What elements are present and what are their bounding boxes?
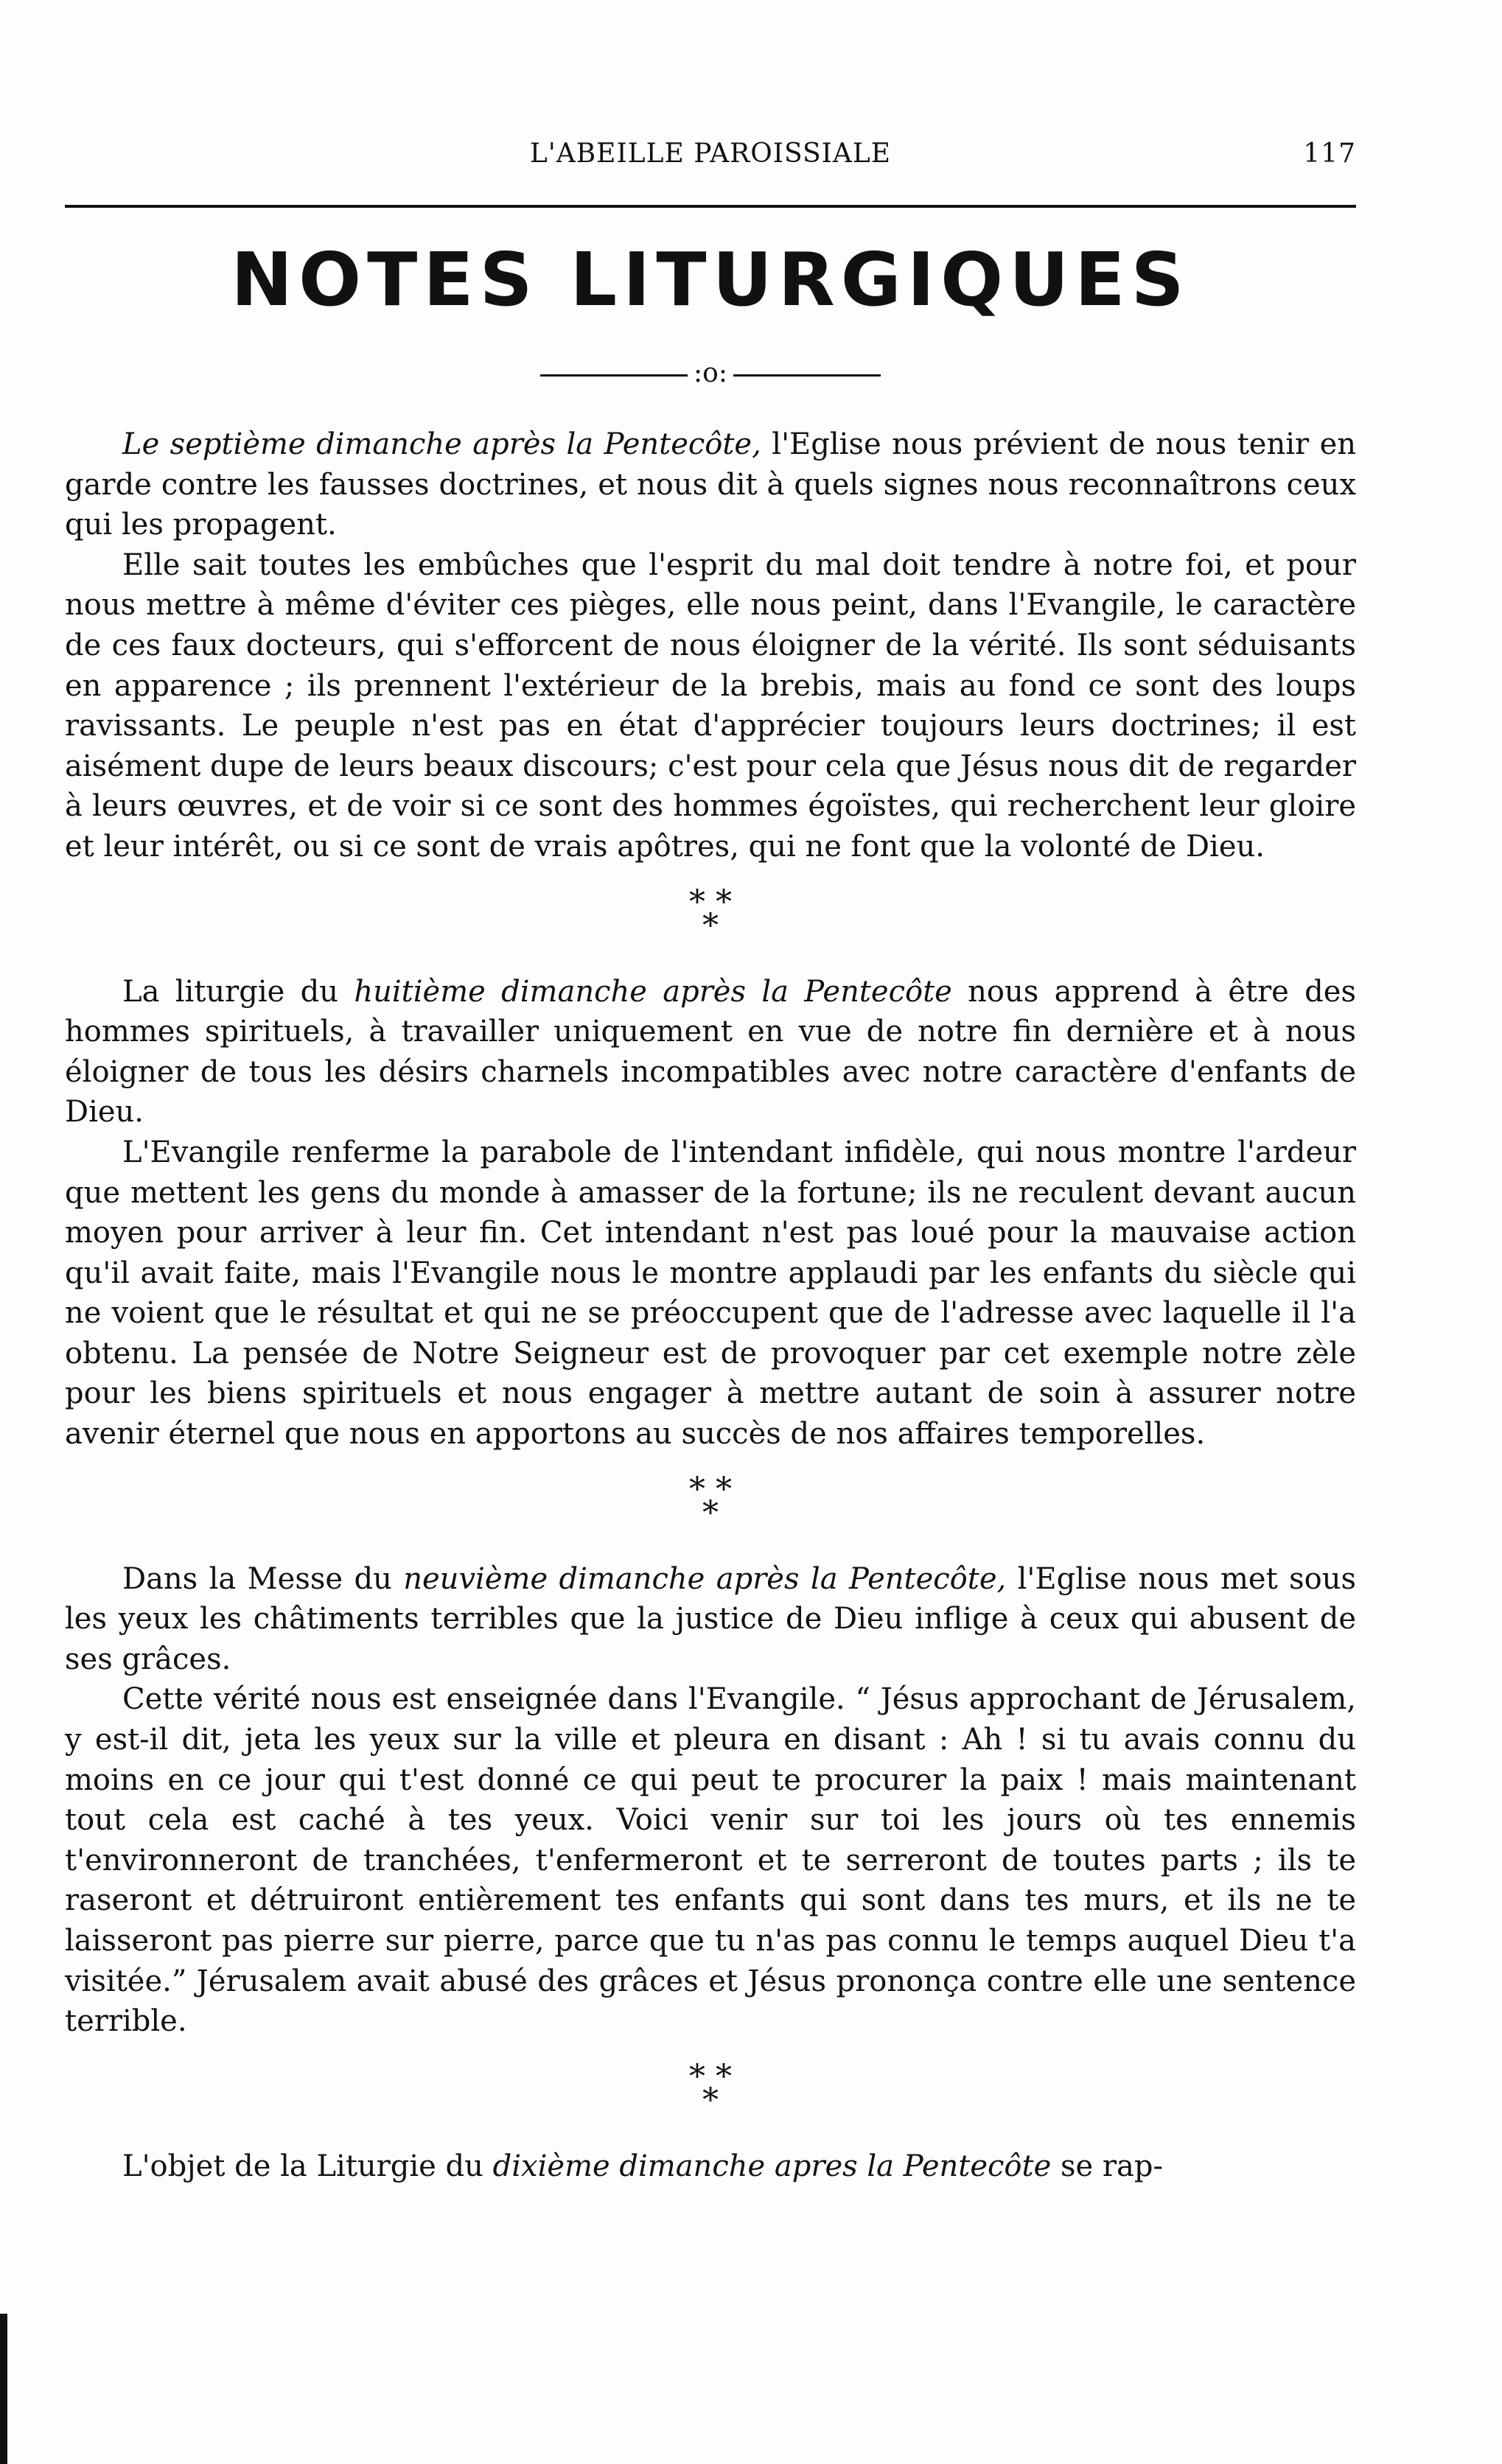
paragraph-text: se rap- [1051,2149,1163,2183]
running-title: L'ABEILLE PAROISSIALE [529,139,892,169]
section-separator [65,2057,1356,2119]
separator-star: * [716,883,732,921]
italic-lead: Le septième dimanche après la Pentecôte, [122,427,761,461]
paragraph-pre: La liturgie du [122,974,354,1009]
header-rule [65,205,1356,208]
separator-star: * [716,1470,732,1508]
scan-edge-mark [0,2314,7,2464]
paragraph-pre: Dans la Messe du [122,1561,404,1596]
title-ornament [65,358,1356,388]
paragraph-text: Elle sait toutes les embûches que l'esprit du mal doit tendre à notre foi, et pour nous mettre à même d'éviter ces pièges, elle nous peint, dans l'Evangile, le caractère de ces faux docteurs, qui s'efforcent de nous éloigner de la vérité. Ils sont séduisants en apparence ; ils prennent l'extérieur de la brebis, mais au fond ce sont des loups ravissants. Le peuple n'est pas en état d'apprécier toujours leurs doctrines; il est aisément dupe de leurs beaux discours; c'est pour cela que Jésus nous dit de regarder à leurs œuvres, et de voir si ce sont des hommes égoïstes, qui recherchent leur gloire et leur intérêt, ou si ce sont de vrais apôtres, qui ne font que la volonté de Dieu. [65,547,1356,864]
section-separator [65,883,1356,945]
separator-star: * [716,2057,732,2096]
running-header [65,139,1356,180]
paragraph-text: l'Eglise nous met sous les yeux les châtiments terribles que la justice de Dieu inflige à ceux qui abusent de ses grâces. [65,1561,1356,1676]
italic-lead: huitième dimanche après la Pentecôte [354,974,952,1009]
paragraph [65,1679,1356,2041]
paragraph [65,1559,1356,1680]
section-separator [65,1470,1356,1532]
italic-lead: dixième dimanche apres la Pentecôte [492,2149,1052,2183]
paragraph-text: Cette vérité nous est enseignée dans l'Evangile. “ Jésus approchant de Jérusalem, y est-il dit, jeta les yeux sur la ville et pleura en disant : Ah ! si tu avais connu du moins en ce jour qui t'est donné ce qui peut te procurer la paix ! mais maintenant tout cela est caché à tes yeux. Voici venir sur toi les jours où tes ennemis t'environneront de tranchées, t'enfermeront et te serreront de toutes parts ; ils te raseront et détruiront entièrement tes enfants qui sont dans tes murs, et ils ne te laisseront pas pierre sur pierre, parce que tu n'as pas connu le temps auquel Dieu t'a visitée.” Jérusalem avait abusé des grâces et Jésus prononça contre elle une sentence terrible. [65,1682,1356,2039]
ornament-dash-left [540,374,688,377]
italic-lead: neuvième dimanche après la Pentecôte, [403,1561,1007,1596]
paragraph [65,972,1356,1133]
paragraph [65,2146,1356,2187]
paragraph [65,1133,1356,1455]
article-body [65,424,1356,2186]
paragraph-text: L'Evangile renferme la parabole de l'intendant infidèle, qui nous montre l'ardeur que mettent les gens du monde à amasser de la fortune; ils ne reculent devant aucun moyen pour arriver à leur fin. Cet intendant n'est pas loué pour la mauvaise action qu'il avait faite, mais l'Evangile nous le montre applaudi par les enfants du siècle qui ne voient que le résultat et qui ne se préoccupent que de l'adresse avec laquelle il l'a obtenu. La pensée de Notre Seigneur est de provoquer par cet exemple notre zèle pour les biens spirituels et nous engager à mettre autant de soin à assurer notre avenir éternel que nous en apportons au succès de nos affaires temporelles. [65,1135,1356,1452]
paragraph-text: l'Eglise nous prévient de nous tenir en garde contre les fausses doctrines, et nous dit à quels signes nous reconnaîtrons ceux qui les propagent. [65,427,1357,542]
separator-star: * [702,2081,719,2119]
paragraph-text: nous apprend à être des hommes spirituels, à travailler uniquement en vue de notre fin dernière et à nous éloigner de tous les désirs charnels incompatibles avec notre caractère d'enfants de Dieu. [65,974,1356,1130]
separator-star: * [702,906,719,945]
paragraph [65,424,1356,545]
page-number: 117 [1303,139,1356,169]
separator-star: * [702,1494,719,1532]
separator-star: * [689,883,705,921]
separator-star: * [689,1470,705,1508]
paragraph-pre: L'objet de la Liturgie du [122,2149,493,2183]
ornament-text: :o: [694,358,727,388]
separator-star: * [689,2057,705,2096]
page [65,0,1356,2464]
page-title: NOTES LITURGIQUES [231,237,1190,323]
ornament-dash-right [733,374,881,377]
paragraph [65,545,1356,867]
